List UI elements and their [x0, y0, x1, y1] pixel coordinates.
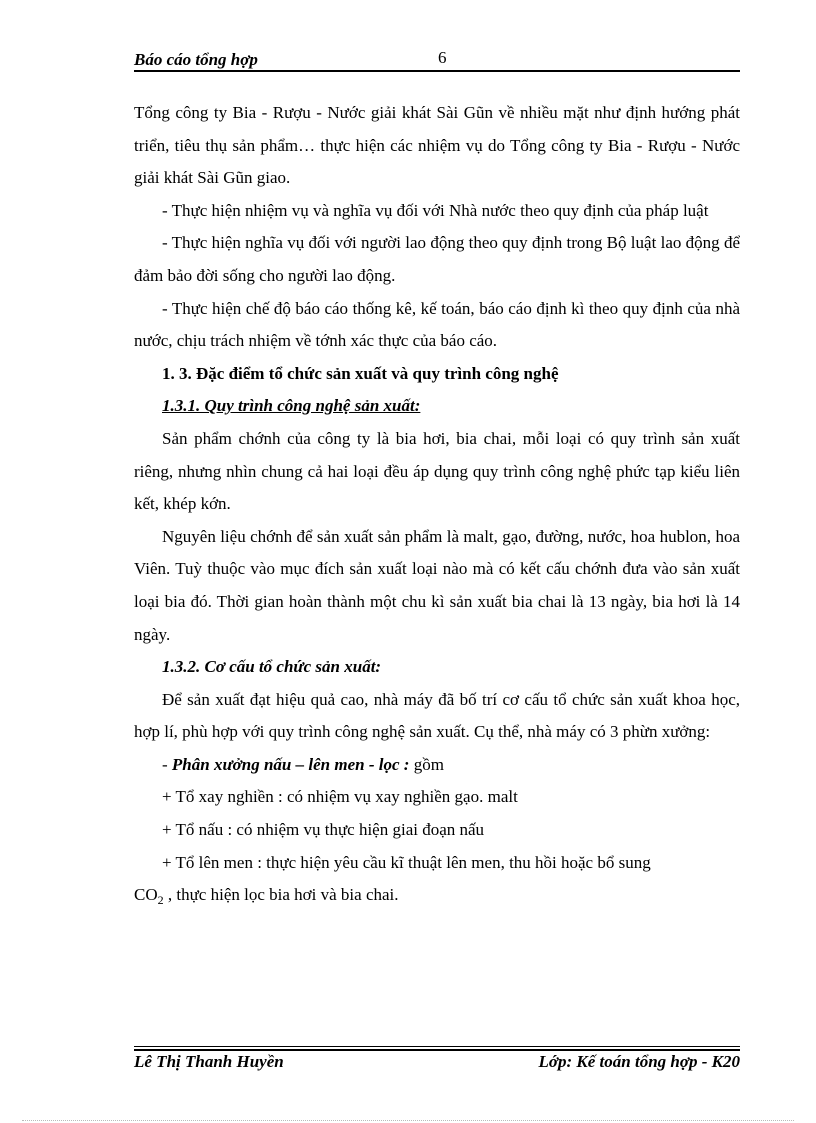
- paragraph-text: , thực hiện lọc bia hơi và bia chai.: [163, 885, 399, 905]
- footer-class: Lớp: Kế toán tổng hợp - K20: [538, 1052, 740, 1071]
- subsection-heading-text: 1.3.1. Quy trình công nghệ sản xuất:: [162, 396, 421, 416]
- paragraph: Sản phẩm chớnh của công ty là bia hơi, bia chai, mỗi loại có quy trình sản xuất riêng, nhưng nhìn chung cả hai loại đều áp dụng quy trình công nghệ phức tạp kiểu liên kết, khép kớn.: [134, 428, 740, 514]
- paragraph: Nguyên liệu chớnh để sản xuất sản phẩm là malt, gạo, đường, nước, hoa hublon, hoa Viên. Tuỳ thuộc vào mục đích sản xuất loại nào mà có kết cấu chớnh đưa vào sản xuất loại bia đó. Thời gian hoàn thành một chu kì sản xuất bia chai là 13 ngày, bia hơi là 14 ngày.: [134, 526, 740, 644]
- list-item: + Tổ lên men : thực hiện yêu cầu kĩ thuật lên men, thu hồi hoặc bổ sung: [162, 852, 651, 872]
- paragraph: [134, 879, 740, 917]
- page-edge-dotted-line: [22, 1120, 794, 1121]
- paragraph: Tổng công ty Bia - Rượu - Nước giải khát Sài Gũn về nhiều mặt như định hướng phát triển, tiêu thụ sản phẩm… thực hiện các nhiệm vụ do Tổng công ty Bia - Rượu - Nước giải khát Sài Gũn giao.: [134, 103, 740, 188]
- list-item-text: gồm: [409, 754, 444, 774]
- list-item: + Tổ xay nghiền : có nhiệm vụ xay nghiền gạo. malt: [162, 787, 518, 807]
- workshop-name: Phân xưởng nấu – lên men - lọc :: [171, 754, 410, 774]
- header-title: Báo cáo tổng hợp: [134, 50, 258, 69]
- list-item: + Tổ nấu : có nhiệm vụ thực hiện giai đoạn nấu: [162, 820, 485, 840]
- list-dash: -: [162, 754, 172, 774]
- page-number: 6: [438, 48, 447, 67]
- paragraph: Để sản xuất đạt hiệu quả cao, nhà máy đã bố trí cơ cấu tổ chức sản xuất khoa học, hợp lí, phù hợp với quy trình công nghệ sản xuất. Cụ thể, nhà máy có 3 phừn xưởng:: [134, 689, 740, 742]
- list-item: - Thực hiện nghĩa vụ đối với người lao động theo quy định trong Bộ luật lao động để đảm bảo đời sống cho người lao động.: [134, 233, 740, 285]
- chemical-formula: CO: [134, 885, 158, 905]
- page-header: [134, 46, 740, 70]
- footer-rule: [134, 1049, 740, 1051]
- document-body: [134, 97, 740, 917]
- list-item: - Thực hiện chế độ báo cáo thống kê, kế toán, báo cáo định kì theo quy định của nhà nước, chịu trách nhiệm về tớnh xác thực của báo cáo.: [134, 298, 740, 351]
- header-rule: [134, 70, 740, 72]
- subscript: 2: [157, 893, 164, 908]
- subsection-heading: [134, 390, 740, 423]
- list-item: - Thực hiện nhiệm vụ và nghĩa vụ đối với Nhà nước theo quy định của pháp luật: [162, 200, 709, 220]
- footer-author: Lê Thị Thanh Huyền: [134, 1052, 284, 1071]
- list-item: [134, 749, 740, 782]
- footer-rule-thin: [134, 1046, 740, 1047]
- subsection-heading: 1.3.2. Cơ cấu tổ chức sản xuất:: [162, 657, 382, 677]
- section-heading: 1. 3. Đặc điểm tổ chức sản xuất và quy trình công nghệ: [162, 363, 559, 383]
